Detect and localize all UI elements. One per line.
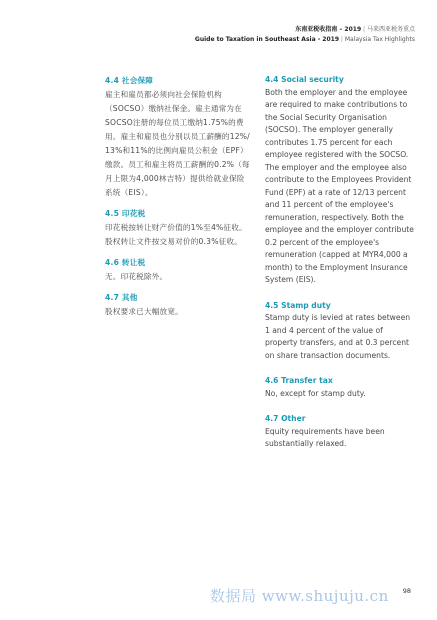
section-body: 无。印花税除外。 — [105, 272, 168, 281]
section-body: 印花税按转让财产价值的1%至4%征收。股权转让文件按交易对价的0.3%征收。 — [105, 223, 247, 246]
section-social-security-en — [265, 74, 415, 287]
section-stamp-duty-cn — [105, 207, 250, 249]
header-subtitle-cn: 马来西亚税务重点 — [366, 26, 415, 33]
section-other-cn — [105, 291, 250, 319]
section-body: No, except for stamp duty. — [265, 388, 366, 398]
section-heading: 4.5 印花税 — [105, 209, 146, 218]
section-body: Both the employer and the employee are required to make contributions to the Social Security Organisation (SOCSO). The employer generally contributes 1.75 percent for each employee registered with the SOCSO. The employer and the employee also contribute to the Employees Provident Fund (EPF) at a rate of 12/13 percent and 11 percent of the employee's remuneration, respectively. Both the employee and the employer contribute 0.2 percent of the employee's remuneration (capped at MYR4,000 a month) to the Employment Insurance System (EIS). — [265, 87, 414, 284]
section-heading: 4.7 其他 — [105, 293, 138, 302]
header-line-english — [195, 35, 415, 45]
header-title-cn: 东南亚税收指南 – 2019 — [295, 26, 362, 33]
page-header — [195, 25, 415, 45]
section-other-en — [265, 413, 415, 451]
section-heading: 4.5 Stamp duty — [265, 300, 331, 310]
header-title-en: Guide to Taxation in Southeast Asia - 2019 — [194, 36, 339, 43]
english-column — [265, 74, 415, 464]
chinese-column — [105, 74, 250, 326]
section-heading: 4.6 Transfer tax — [265, 376, 333, 385]
header-line-chinese — [195, 25, 415, 35]
section-stamp-duty-en — [265, 300, 415, 363]
section-body: Equity requirements have been substantially relaxed. — [265, 426, 385, 448]
section-social-security-cn — [105, 74, 250, 200]
header-separator: | — [339, 36, 345, 43]
section-body: Stamp duty is levied at rates between 1 and 4 percent of the value of property transfers, and at 0.3 percent on share transaction documents. — [265, 313, 411, 360]
section-heading: 4.4 社会保障 — [105, 76, 154, 85]
watermark: 数据局 www.shujuju.cn — [210, 587, 389, 605]
header-subtitle-en: Malaysia Tax Highlights — [344, 36, 415, 43]
section-transfer-tax-en — [265, 375, 415, 400]
section-heading: 4.4 Social security — [265, 75, 344, 84]
header-separator: | — [361, 26, 367, 33]
section-transfer-tax-cn — [105, 256, 250, 284]
section-heading: 4.6 转让税 — [105, 258, 146, 267]
page-number: 98 — [402, 587, 411, 595]
section-heading: 4.7 Other — [265, 414, 306, 423]
section-body: 股权要求已大幅放宽。 — [105, 307, 183, 316]
section-body: 雇主和雇员都必须向社会保险机构（SOCSO）缴纳社保金。雇主通常为在SOCSO注册的每位员工缴纳1.75%的费用。雇主和雇员也分别以员工薪酬的12%/ 13%和11%的比例向雇员公积金（EPF）缴款。员工和雇主将员工薪酬的0.2%（每月上限为4,000林吉特）提供给就业保险系统（EIS）。 — [105, 90, 250, 197]
